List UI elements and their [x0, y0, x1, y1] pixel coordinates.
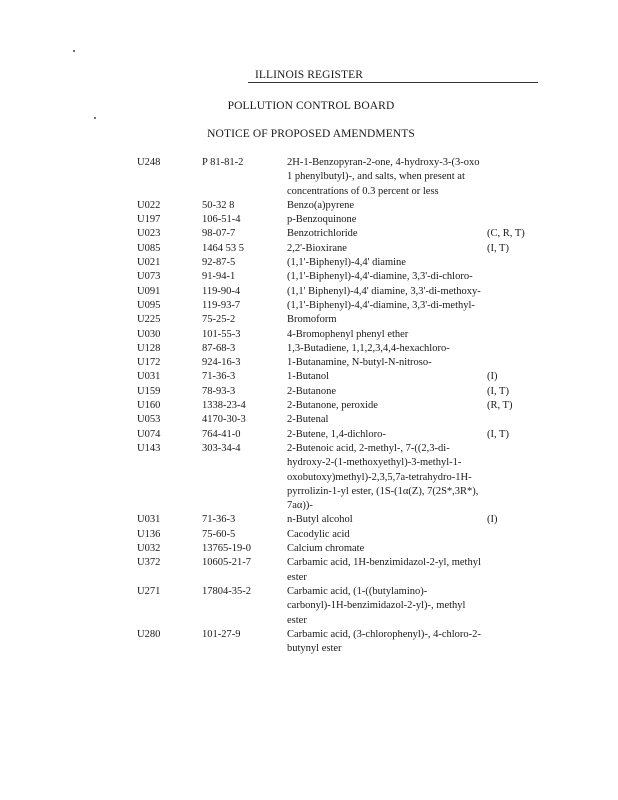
cas-number: 71-36-3	[202, 371, 236, 383]
waste-code: U053	[137, 414, 161, 426]
substance-name: 2-Butanone	[287, 385, 336, 397]
substance-name: Benzotrichloride	[287, 228, 358, 240]
cas-number: 119-90-4	[202, 285, 241, 297]
list-item	[0, 442, 618, 513]
cas-number: 92-87-5	[202, 257, 236, 269]
waste-code: U085	[137, 242, 161, 254]
cas-number: 87-68-3	[202, 342, 236, 354]
substance-name: Benzo(a)pyrene	[287, 199, 355, 211]
cas-number: 17804-35-2	[202, 585, 251, 597]
cas-number: 4170-30-3	[202, 414, 246, 426]
waste-code: U073	[137, 271, 161, 283]
list-item	[0, 156, 618, 199]
cas-number: 10605-21-7	[202, 557, 251, 569]
board-name: POLLUTION CONTROL BOARD	[227, 100, 395, 112]
list-item	[0, 285, 618, 299]
cas-number: 75-25-2	[202, 314, 236, 326]
waste-code: U021	[137, 257, 161, 269]
waste-code: U280	[137, 628, 161, 640]
waste-code: U197	[137, 214, 161, 226]
substance-name: 2,2'-Bioxirane	[287, 242, 347, 254]
cas-number: P 81-81-2	[202, 157, 244, 168]
substance-name: Carbamic acid, 1H-benzimidazol-2-yl, methyl ester	[287, 557, 481, 583]
waste-code: U248	[137, 157, 161, 168]
waste-code: U128	[137, 342, 161, 354]
substance-name: Carbamic acid, (3-chlorophenyl)-, 4-chloro-2-butynyl ester	[287, 628, 481, 655]
scan-speck	[73, 50, 75, 52]
hazard-code: (R, T)	[487, 400, 513, 412]
list-item	[0, 513, 618, 527]
cas-number: 119-93-7	[202, 299, 241, 311]
list-item	[0, 299, 618, 313]
cas-number: 106-51-4	[202, 214, 241, 226]
list-item	[0, 385, 618, 399]
waste-code: U159	[137, 385, 161, 397]
substance-name: (1,1' Biphenyl)-4,4' diamine, 3,3'-di-methoxy-	[287, 285, 481, 297]
waste-code: U023	[137, 228, 161, 240]
list-item	[0, 556, 618, 585]
substance-name: 2-Butene, 1,4-dichloro-	[287, 428, 386, 440]
cas-number: 101-55-3	[202, 328, 241, 340]
list-item	[0, 399, 618, 413]
waste-code-list	[0, 156, 618, 656]
list-item	[0, 370, 618, 384]
waste-code: U095	[137, 299, 161, 311]
list-item	[0, 413, 618, 427]
waste-code: U372	[137, 557, 161, 569]
waste-code: U030	[137, 328, 161, 340]
substance-name: p-Benzoquinone	[287, 214, 357, 226]
list-item	[0, 428, 618, 442]
cas-number: 75-60-5	[202, 528, 236, 540]
hazard-code: (I, T)	[487, 242, 509, 254]
cas-number: 101-27-9	[202, 628, 241, 640]
hazard-code: (I, T)	[487, 385, 509, 397]
substance-name: 2-Butenal	[287, 414, 329, 426]
scan-speck	[94, 117, 96, 119]
substance-name: Bromoform	[287, 314, 337, 326]
register-title: ILLINOIS REGISTER	[254, 69, 364, 81]
cas-number: 91-94-1	[202, 271, 236, 283]
cas-number: 924-16-3	[202, 357, 241, 369]
list-item	[0, 256, 618, 270]
notice-title: NOTICE OF PROPOSED AMENDMENTS	[207, 128, 415, 140]
waste-code: U022	[137, 199, 161, 211]
waste-code: U136	[137, 528, 161, 540]
substance-name: Cacodylic acid	[287, 528, 350, 540]
waste-code: U271	[137, 585, 161, 597]
substance-name: 4-Bromophenyl phenyl ether	[287, 328, 409, 340]
substance-name: (1,1'-Biphenyl)-4,4' diamine	[287, 257, 406, 269]
hazard-code: (C, R, T)	[487, 228, 525, 240]
substance-name: n-Butyl alcohol	[287, 514, 353, 526]
list-item	[0, 528, 618, 542]
cas-number: 303-34-4	[202, 442, 241, 454]
list-item	[0, 328, 618, 342]
waste-code: U074	[137, 428, 161, 440]
list-item	[0, 213, 618, 227]
list-item	[0, 356, 618, 370]
cas-number: 1464 53 5	[202, 242, 244, 254]
substance-name: 1,3-Butadiene, 1,1,2,3,4,4-hexachloro-	[287, 342, 450, 354]
substance-name: 1-Butanamine, N-butyl-N-nitroso-	[287, 357, 432, 369]
header-rule	[248, 82, 538, 83]
hazard-code: (I)	[487, 371, 498, 383]
list-item	[0, 342, 618, 356]
cas-number: 13765-19-0	[202, 543, 251, 555]
substance-name: (1,1'-Biphenyl)-4,4'-diamine, 3,3'-di-chloro-	[287, 271, 473, 283]
waste-code: U160	[137, 400, 161, 412]
list-item	[0, 242, 618, 256]
list-item	[0, 227, 618, 241]
substance-name: 2-Butanone, peroxide	[287, 400, 378, 412]
substance-name: 2H-1-Benzopyran-2-one, 4-hydroxy-3-(3-oxo 1 phenylbutyl)-, and salts, when present at concentrations of 0.3 percent or less	[287, 157, 480, 197]
cas-number: 50-32 8	[202, 199, 235, 211]
substance-name: Calcium chromate	[287, 543, 365, 555]
hazard-code: (I)	[487, 514, 498, 526]
list-item	[0, 585, 618, 628]
cas-number: 1338-23-4	[202, 400, 246, 412]
list-item	[0, 542, 618, 556]
cas-number: 71-36-3	[202, 514, 236, 526]
substance-name: (1,1'-Biphenyl)-4,4'-diamine, 3,3'-di-methyl-	[287, 299, 475, 311]
list-item	[0, 313, 618, 327]
cas-number: 764-41-0	[202, 428, 241, 440]
list-item	[0, 270, 618, 284]
waste-code: U225	[137, 314, 161, 326]
cas-number: 98-07-7	[202, 228, 236, 240]
substance-name: 2-Butenoic acid, 2-methyl-, 7-((2,3-di-hydroxy-2-(1-methoxyethyl)-3-methyl-1-oxobutoxy)methyl)-2,3,5,7a-tetrahydro-1H-pyrrolizin-1-yl ester, (1S-(1α(Z), 7(2S*,3R*), 7aα))-	[287, 442, 479, 512]
substance-name: 1-Butanol	[287, 371, 329, 383]
cas-number: 78-93-3	[202, 385, 236, 397]
waste-code: U143	[137, 442, 161, 454]
waste-code: U031	[137, 514, 161, 526]
waste-code: U031	[137, 371, 161, 383]
waste-code: U172	[137, 357, 161, 369]
list-item	[0, 628, 618, 657]
waste-code: U032	[137, 543, 161, 555]
list-item	[0, 199, 618, 213]
substance-name: Carbamic acid, (1-((butylamino)-carbonyl)-1H-benzimidazol-2-yl)-, methyl ester	[287, 585, 466, 626]
hazard-code: (I, T)	[487, 428, 509, 440]
waste-code: U091	[137, 285, 161, 297]
